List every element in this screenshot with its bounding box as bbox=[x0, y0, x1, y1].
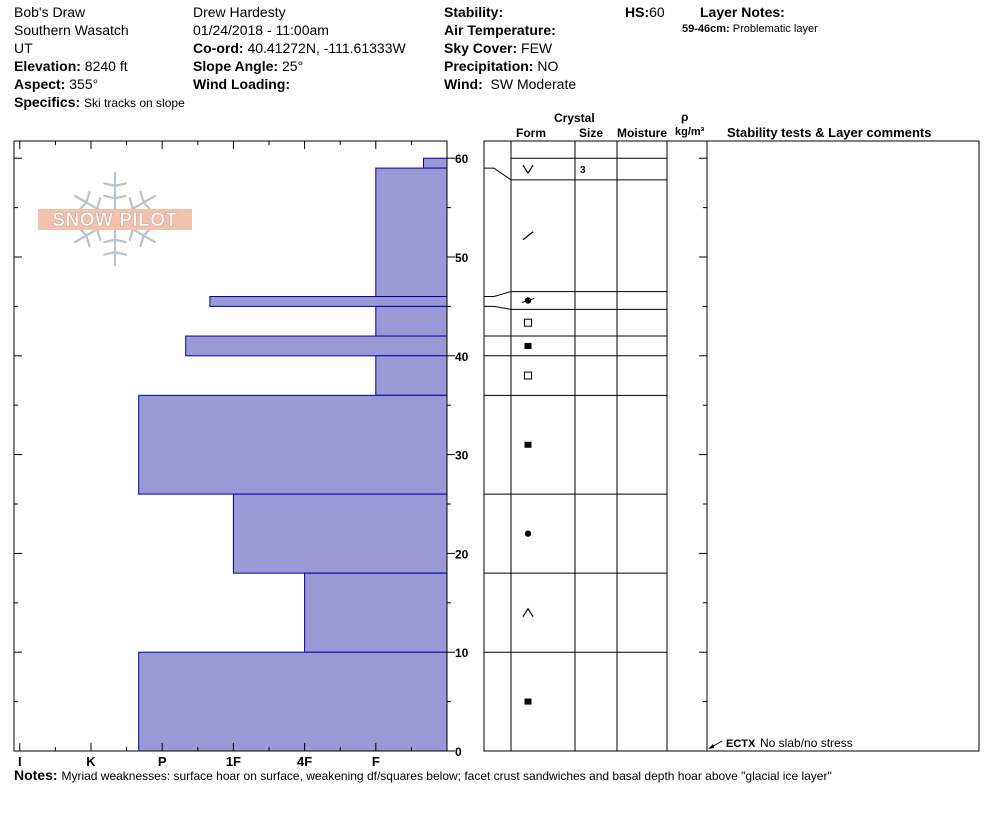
col-crystal: Crystal bbox=[554, 111, 595, 125]
hardness-bar-0 bbox=[424, 158, 447, 168]
wind-loading-label: Wind Loading: bbox=[193, 76, 291, 92]
height-tick-label: 60 bbox=[455, 152, 469, 167]
layer-grid-frame bbox=[484, 141, 979, 751]
flake-branch bbox=[115, 196, 126, 198]
elevation-value: 8240 ft bbox=[84, 58, 128, 74]
elevation-label: Elevation: bbox=[14, 58, 81, 74]
layer-note-text: Problematic layer bbox=[732, 23, 818, 35]
form-symbol-solid-faceted bbox=[525, 343, 532, 349]
hardness-bar-2 bbox=[210, 297, 447, 307]
test-code: ECTX bbox=[726, 738, 756, 750]
notes-label: Notes: bbox=[14, 767, 58, 783]
height-tick-label: 30 bbox=[455, 448, 469, 463]
hardness-bar-9 bbox=[139, 652, 447, 751]
precip-value: NO bbox=[537, 58, 559, 74]
flake-branch bbox=[86, 236, 89, 247]
layer-connector bbox=[484, 292, 511, 297]
flake-branch bbox=[115, 183, 126, 185]
col-form: Form bbox=[516, 126, 546, 140]
hardness-bar-7 bbox=[233, 494, 447, 573]
specifics-value: Ski tracks on slope bbox=[84, 96, 185, 110]
flake-branch bbox=[104, 252, 115, 254]
hardness-bar-3 bbox=[376, 306, 447, 336]
state: UT bbox=[14, 40, 33, 56]
form-symbol-decomposing bbox=[523, 232, 533, 240]
slope-label: Slope Angle: bbox=[193, 58, 279, 74]
precip-label: Precipitation: bbox=[444, 58, 534, 74]
col-rho: ρ bbox=[681, 110, 689, 124]
flake-branch bbox=[140, 236, 143, 247]
coord-value: 40.41272N, -111.61333W bbox=[247, 40, 406, 56]
flake-branch bbox=[104, 183, 115, 185]
flake-branch bbox=[86, 192, 89, 203]
wind-label: Wind: bbox=[444, 76, 483, 92]
logo-text: SNOW PILOT bbox=[52, 210, 178, 231]
flake-branch bbox=[130, 198, 133, 209]
aspect-label: Aspect: bbox=[14, 76, 66, 92]
form-symbol-solid-faceted bbox=[525, 442, 532, 448]
height-tick-label: 20 bbox=[455, 547, 469, 562]
flake-branch bbox=[104, 240, 115, 242]
hardness-label: 1F bbox=[225, 754, 241, 769]
layer-connector bbox=[484, 168, 511, 180]
layer-note-range: 59-46cm: bbox=[682, 23, 730, 35]
hardness-label: F bbox=[371, 754, 380, 769]
form-symbol-depth-hoar bbox=[523, 609, 533, 617]
test-text: No slab/no stress bbox=[760, 736, 853, 750]
height-tick-label: 10 bbox=[455, 646, 469, 661]
location: Bob's Draw bbox=[14, 4, 86, 20]
crystal-size: 3 bbox=[580, 165, 586, 177]
layer-connector bbox=[484, 306, 511, 309]
flake-branch bbox=[115, 252, 126, 254]
col-size: Size bbox=[579, 126, 604, 140]
height-tick-label: 50 bbox=[455, 251, 469, 265]
hs-value: 60 bbox=[649, 4, 665, 20]
hardness-bar-4 bbox=[186, 336, 447, 356]
hardness-bar-8 bbox=[305, 573, 447, 652]
notes-row bbox=[14, 767, 832, 783]
hardness-bar-5 bbox=[376, 356, 447, 396]
form-symbol-surface-hoar bbox=[523, 165, 533, 173]
form-symbol-faceted bbox=[525, 319, 532, 326]
hardness-label: 4F bbox=[297, 754, 313, 769]
col-moisture: Moisture bbox=[617, 126, 668, 140]
air-temp-label: Air Temperature: bbox=[444, 22, 556, 38]
flake-branch bbox=[140, 192, 143, 203]
flake-branch bbox=[115, 240, 126, 242]
form-symbol-faceted bbox=[525, 372, 532, 379]
datetime: 01/24/2018 - 11:00am bbox=[193, 22, 329, 38]
hardness-bar-6 bbox=[139, 395, 447, 494]
layer-notes-label: Layer Notes: bbox=[700, 4, 785, 20]
stability-label: Stability: bbox=[444, 4, 504, 20]
form-symbol-solid-faceted bbox=[525, 699, 532, 705]
hardness-bar-1 bbox=[376, 168, 447, 296]
snow-pilot-logo bbox=[38, 173, 192, 265]
notes-text: Myriad weaknesses: surface hoar on surface, weakening df/squares below; facet crust sandwiches and basal depth hoar above "glacial ice layer" bbox=[61, 769, 832, 783]
form-symbol-rounded bbox=[525, 530, 531, 536]
flake-branch bbox=[104, 196, 115, 198]
aspect-value: 355° bbox=[69, 76, 99, 92]
sky-label: Sky Cover: bbox=[444, 40, 518, 56]
wind-value: SW Moderate bbox=[490, 76, 577, 92]
col-stability: Stability tests & Layer comments bbox=[727, 125, 932, 140]
coord-label: Co-ord: bbox=[193, 40, 244, 56]
height-tick-label: 0 bbox=[455, 745, 462, 759]
test-pointer-head bbox=[708, 744, 714, 749]
col-density-unit: kg/m³ bbox=[675, 126, 705, 138]
hardness-label: K bbox=[86, 754, 96, 769]
hardness-label: P bbox=[157, 754, 167, 769]
flake-branch bbox=[97, 198, 100, 209]
specifics-label: Specifics: bbox=[14, 94, 81, 110]
height-tick-label: 40 bbox=[455, 349, 469, 364]
hardness-label: I bbox=[17, 754, 22, 769]
observer: Drew Hardesty bbox=[193, 4, 286, 20]
sky-value: FEW bbox=[521, 40, 553, 56]
range: Southern Wasatch bbox=[14, 22, 129, 38]
hs-label: HS: bbox=[625, 4, 650, 20]
slope-value: 25° bbox=[281, 58, 304, 74]
